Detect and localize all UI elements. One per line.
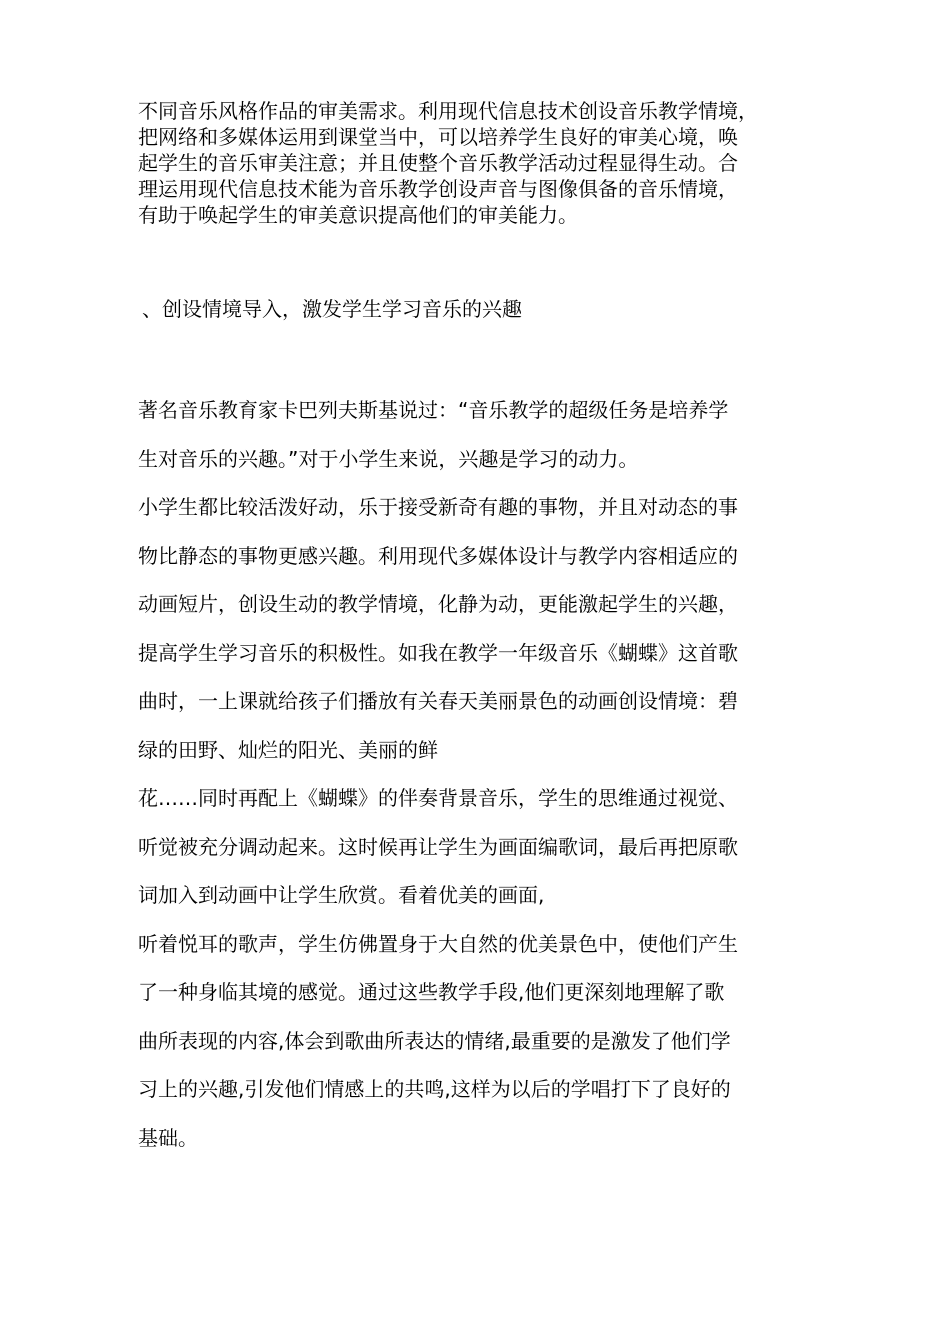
section-heading: 、创设情境导入，激发学生学习音乐的兴趣 xyxy=(142,297,522,321)
text-line: 物比静态的事物更感兴趣。利用现代多媒体设计与教学内容相适应的 xyxy=(138,543,738,568)
text-line: 曲所表现的内容,体会到歌曲所表达的情绪,最重要的是激发了他们学 xyxy=(138,1028,731,1053)
text-line: 不同音乐风格作品的审美需求。利用现代信息技术创设音乐教学情境， xyxy=(138,99,758,123)
text-line: 词加入到动画中让学生欣赏。看着优美的画面, xyxy=(138,883,545,907)
text-line: 生对音乐的兴趣。”对于小学生来说，兴趣是学习的动力。 xyxy=(138,446,639,471)
text-line: 基础。 xyxy=(138,1125,198,1150)
text-line: 曲时，一上课就给孩子们播放有关春天美丽景色的动画创设情境：碧 xyxy=(138,689,738,713)
paragraph-top xyxy=(138,98,828,228)
text-line: 小学生都比较活泼好动，乐于接受新奇有趣的事物，并且对动态的事 xyxy=(138,495,738,519)
text-line: 听觉被充分调动起来。这时候再让学生为画面编歌词，最后再把原歌 xyxy=(138,834,738,859)
text-line: 提高学生学习音乐的积极性。如我在教学一年级音乐《蝴蝶》这首歌 xyxy=(138,640,738,665)
text-line: 习上的兴趣,引发他们情感上的共鸣,这样为以后的学唱打下了良好的 xyxy=(138,1077,731,1101)
text-line: 听着悦耳的歌声，学生仿佛置身于大自然的优美景色中，使他们产生 xyxy=(138,931,738,956)
text-line: 动画短片，创设生动的教学情境，化静为动，更能激起学生的兴趣， xyxy=(138,592,738,616)
text-line: 绿的田野、灿烂的阳光、美丽的鲜 xyxy=(138,737,438,762)
text-line: 有助于唤起学生的审美意识提高他们的审美能力。 xyxy=(138,203,578,227)
text-line: 著名音乐教育家卡巴列夫斯基说过：“音乐教学的超级任务是培养学 xyxy=(138,398,729,422)
text-line: 了一种身临其境的感觉。通过这些教学手段,他们更深刻地理解了歌 xyxy=(138,980,725,1004)
text-line: 花……同时再配上《蝴蝶》的伴奏背景音乐，学生的思维通过视觉、 xyxy=(138,786,738,810)
text-line: 理运用现代信息技术能为音乐教学创设声音与图像俱备的音乐情境， xyxy=(138,177,738,201)
paragraph-main xyxy=(138,386,828,1162)
text-line: 把网络和多媒体运用到课堂当中，可以培养学生良好的审美心境，唤 xyxy=(138,125,738,149)
text-line: 起学生的音乐审美注意；并且使整个音乐教学活动过程显得生动。合 xyxy=(138,151,738,175)
